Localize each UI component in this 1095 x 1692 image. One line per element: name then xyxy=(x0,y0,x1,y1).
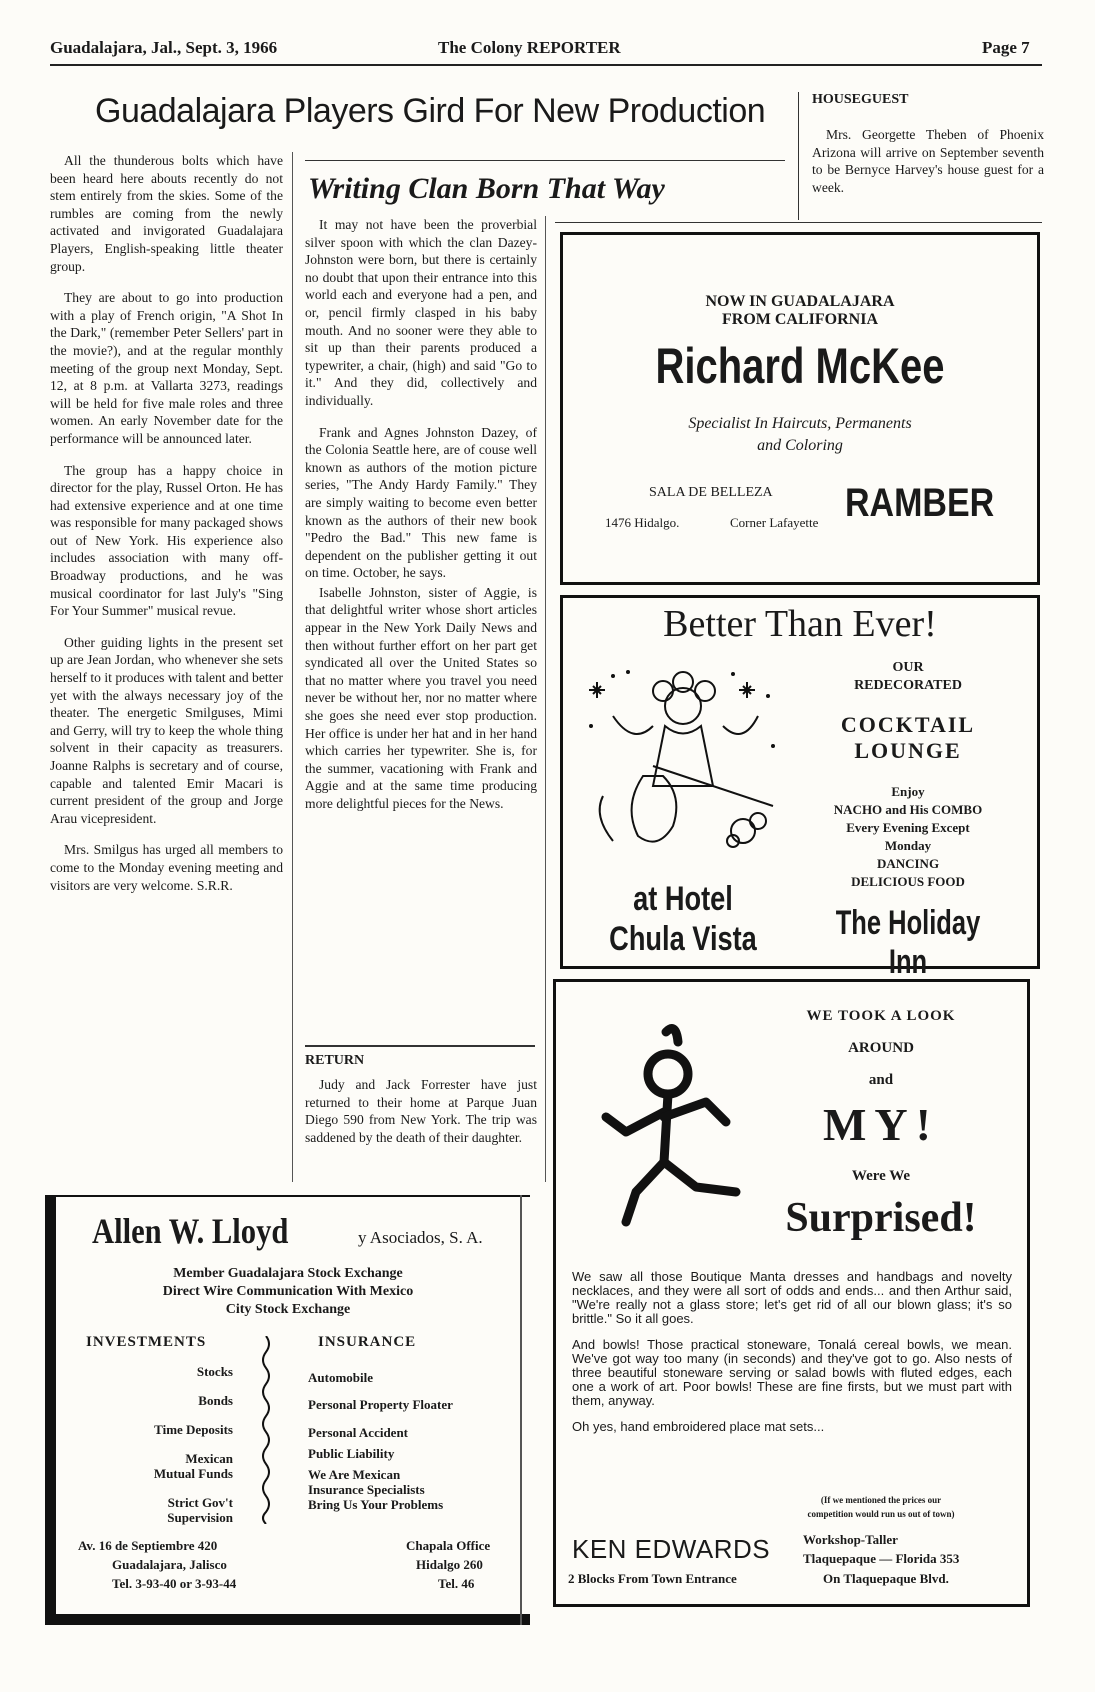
ken-were: Were We xyxy=(851,1168,911,1184)
insurance-heading: INSURANCE xyxy=(318,1334,417,1350)
page-number: Page 7 xyxy=(982,38,1030,57)
investments-heading: INVESTMENTS xyxy=(86,1334,207,1350)
mckee-name: Richard McKee xyxy=(655,338,945,394)
column-divider xyxy=(545,216,546,1182)
lloyd-member-2: Direct Wire Communication With Mexico xyxy=(162,1284,414,1299)
salon-address: 1476 Hidalgo. xyxy=(605,515,680,530)
chula-dancing: DANCING xyxy=(876,856,940,871)
ken-copy xyxy=(572,1270,1012,1434)
return-article xyxy=(305,1076,537,1160)
ken-edwards-ad xyxy=(553,979,1030,1607)
insurance-item: Insurance Specialists xyxy=(308,1482,425,1497)
column-divider xyxy=(292,152,293,1182)
ken-note-1: (If we mentioned the prices our xyxy=(820,1495,942,1505)
return-rule xyxy=(305,1045,535,1047)
writing-paragraph: Isabelle Johnston, sister of Aggie, is that delightful writer whose short articles appear in the New York Daily News and then without further effort on her part get syndicated all over the United States so that no matter where you travel you need never be without her, nor no matter where she goes she need ever stop production. Her office is under her hat and in her hand which carries her typewriter. She is, for the summer, vacationing with Frank and Aggie and at the same time producing more delightful pieces for the News. xyxy=(305,584,537,811)
return-text: Judy and Jack Forrester have just returned to their home at Parque Juan Diego 590 from New York. The trip was saddened by the death of their daughter. xyxy=(305,1077,537,1145)
chapala-address: Hidalgo 260 xyxy=(416,1557,483,1572)
insurance-item: Personal Property Floater xyxy=(308,1397,453,1412)
violinist-illustration-icon xyxy=(583,666,783,856)
insurance-list xyxy=(308,1370,518,1512)
ken-note-2: competition would run us out of town) xyxy=(807,1509,955,1519)
insurance-item: We Are Mexican xyxy=(308,1467,401,1482)
salon-label: SALA DE BELLEZA xyxy=(649,485,773,500)
writing-rule xyxy=(305,160,785,161)
insurance-item: Public Liability xyxy=(308,1446,395,1461)
mckee-line1: NOW IN GUADALAJARA xyxy=(705,293,895,310)
lloyd-suffix: y Asociados, S. A. xyxy=(358,1228,483,1247)
writing-paragraph: It may not have been the proverbial silver spoon with which the clan Dazey-Johnston were born, but there is certainly no doubt that upon their entrance into this world each and everyone had a pen, and or, pencil firmly clasped in his baby mouth. And no sooner were they able to sit up than their parents produced a typewriter, a chair, (high) and said "Go to it." And they did, collectively and individually. xyxy=(305,217,537,408)
chula-cocktail: COCKTAIL xyxy=(840,712,976,737)
investment-item: Mutual Funds xyxy=(153,1466,233,1481)
chula-hotel: at Hotel xyxy=(633,880,733,918)
lloyd-left-bar xyxy=(45,1195,56,1625)
ken-and: and xyxy=(868,1072,894,1088)
writing-article xyxy=(305,216,537,827)
investment-item: Time Deposits xyxy=(154,1422,233,1437)
insurance-item: Automobile xyxy=(308,1370,373,1385)
return-heading: RETURN xyxy=(305,1053,365,1068)
lloyd-member-1: Member Guadalajara Stock Exchange xyxy=(173,1266,403,1281)
investment-item: Strict Gov't xyxy=(167,1495,233,1510)
houseguest-text: Mrs. Georgette Theben of Phoenix Arizona will arrive on September seventh to be Bernyce Harvey's house guest for a week. xyxy=(812,127,1044,195)
mckee-ad xyxy=(560,232,1040,585)
writing-paragraph: Frank and Agnes Johnston Dazey, of the Colonia Seattle here, are of couse well known as authors of the motion picture series, "The Andy Hardy Family." They are simply waiting to become even better known as the authors of their new book "Pedro the Bad." This new fame is dependent on the publisher getting it out on time. October, he says. xyxy=(305,424,537,581)
players-paragraph: The group has a happy choice in director for the play, Russel Orton. He has had extensive experience and at one time was responsible for many packaged shows out of New York. His experience also includes association with many off-Broadway productions, and he was musical coordinator for last July's "Sing For Your Summer" musical revue. xyxy=(50,462,283,619)
dateline: Guadalajara, Jal., Sept. 3, 1966 xyxy=(50,38,278,57)
lloyd-address-2: Guadalajara, Jalisco xyxy=(112,1557,227,1572)
ken-paragraph: We saw all those Boutique Manta dresses and handbags and novelty necklaces, and they were all sort of odds and ends... and then Arthur said, "We're really not a glass store; let's get rid of all our blown glass; it's so brittle." So it all goes. xyxy=(572,1269,1012,1326)
writing-headline: Writing Clan Born That Way xyxy=(308,172,665,205)
houseguest-article xyxy=(812,126,1044,210)
ken-blvd: On Tlaquepaque Blvd. xyxy=(823,1571,949,1586)
chula-redecorated: REDECORATED xyxy=(854,678,962,693)
lloyd-address-3: Tel. 3-93-40 or 3-93-44 xyxy=(112,1576,237,1591)
players-paragraph: All the thunderous bolts which have been heard here abouts recently do not stem entirely from the skies. Some of the rumbles are coming from the newly activated and invigorated Guadalajara Players, English-speaking little theater group. xyxy=(50,153,283,274)
insurance-item: Personal Accident xyxy=(308,1425,409,1440)
investment-item: Stocks xyxy=(196,1364,233,1379)
lloyd-bottom-bar xyxy=(45,1614,530,1625)
chula-enjoy: Enjoy xyxy=(891,784,925,799)
salon-corner: Corner Lafayette xyxy=(730,515,819,530)
investments-list xyxy=(100,1364,233,1525)
mckee-line2: FROM CALIFORNIA xyxy=(722,311,878,328)
mckee-specialty-2: and Coloring xyxy=(757,437,843,454)
lloyd-right-rule xyxy=(520,1195,522,1625)
chula-every: Every Evening Except xyxy=(846,820,970,835)
investment-item: Bonds xyxy=(198,1393,233,1408)
ken-paragraph: And bowls! Those practical stoneware, Tonalá cereal bowls, we mean. We've got way too many (in seconds) and they've got to go. Also nests of three beautiful stoneware serving or salad bowls with fluted edges, each one a work of art. Poor bowls! These are fine firsts, but we must part with them, anyway. xyxy=(572,1337,1012,1408)
chula-monday: Monday xyxy=(884,838,932,853)
lloyd-top-rule xyxy=(45,1195,530,1197)
players-article xyxy=(50,152,283,908)
chula-lounge: LOUNGE xyxy=(854,738,962,763)
chula-title: Better Than Ever! xyxy=(663,603,937,645)
ramber-brand: RAMBER xyxy=(845,481,995,525)
ken-paragraph: Oh yes, hand embroidered place mat sets... xyxy=(572,1419,825,1434)
brace-divider-icon xyxy=(258,1336,274,1524)
header-rule xyxy=(50,64,1042,66)
holiday-inn: The Holiday Inn xyxy=(835,904,981,981)
lloyd-address-1: Av. 16 de Septiembre 420 xyxy=(78,1538,218,1553)
ken-workshop: Workshop-Taller xyxy=(803,1532,898,1547)
newspaper-name: The Colony REPORTER xyxy=(438,38,621,57)
chula-nacho: NACHO and His COMBO xyxy=(833,802,983,817)
ken-name: KEN EDWARDS xyxy=(572,1534,771,1564)
investment-item: Mexican xyxy=(185,1451,233,1466)
players-headline: Guadalajara Players Gird For New Production xyxy=(95,92,766,130)
ken-blocks: 2 Blocks From Town Entrance xyxy=(568,1571,737,1586)
ken-took: WE TOOK A LOOK xyxy=(806,1008,956,1024)
chula-our: OUR xyxy=(892,660,924,675)
players-paragraph: Other guiding lights in the present set up are Jean Jordan, who whenever she sets herself to it produces with talent and better yet with the always necessary joy of the theater. The energetic Smilguses, Mimi and Gerry, will try to keep the whole thing solvent in their capacity as treasurers. Joanne Ralphs is secretary and of course, capable and talented Emir Macari is current president of the group and Jorge Arau vicepresident. xyxy=(50,634,283,826)
stick-figure-icon xyxy=(586,1022,766,1242)
lloyd-name: Allen W. Lloyd xyxy=(92,1211,289,1251)
chapala-tel: Tel. 46 xyxy=(438,1576,475,1591)
ken-my: MY! xyxy=(823,1099,939,1150)
ad-top-rule xyxy=(555,222,1042,223)
insurance-item: Bring Us Your Problems xyxy=(308,1497,444,1512)
chula-food: DELICIOUS FOOD xyxy=(851,874,965,889)
chula-hotel-name: Chula Vista xyxy=(609,920,757,958)
players-paragraph: They are about to go into production with a play of French origin, "A Shot In the Dark," (remember Peter Sellers' part in the movie?), and at the regular monthly meeting of the group next Monday, Sept. 12, at 8 p.m. at Vallarta 3273, readings will be held for five male roles and three women. An early November date for the performance will be announced later. xyxy=(50,290,283,446)
investment-item: Supervision xyxy=(167,1510,233,1525)
lloyd-member-3: City Stock Exchange xyxy=(225,1302,351,1317)
ken-around: AROUND xyxy=(848,1040,914,1056)
ken-tlaquepaque: Tlaquepaque — Florida 353 xyxy=(803,1551,960,1566)
houseguest-divider xyxy=(798,92,799,220)
chapala-office: Chapala Office xyxy=(406,1538,491,1553)
houseguest-heading: HOUSEGUEST xyxy=(812,92,909,107)
mckee-specialty-1: Specialist In Haircuts, Permanents xyxy=(688,415,912,432)
players-paragraph: Mrs. Smilgus has urged all members to come to the Monday evening meeting and visitors are very welcome. S.R.R. xyxy=(50,842,283,893)
chula-vista-ad xyxy=(560,595,1040,981)
ken-surprised: Surprised! xyxy=(785,1195,977,1241)
